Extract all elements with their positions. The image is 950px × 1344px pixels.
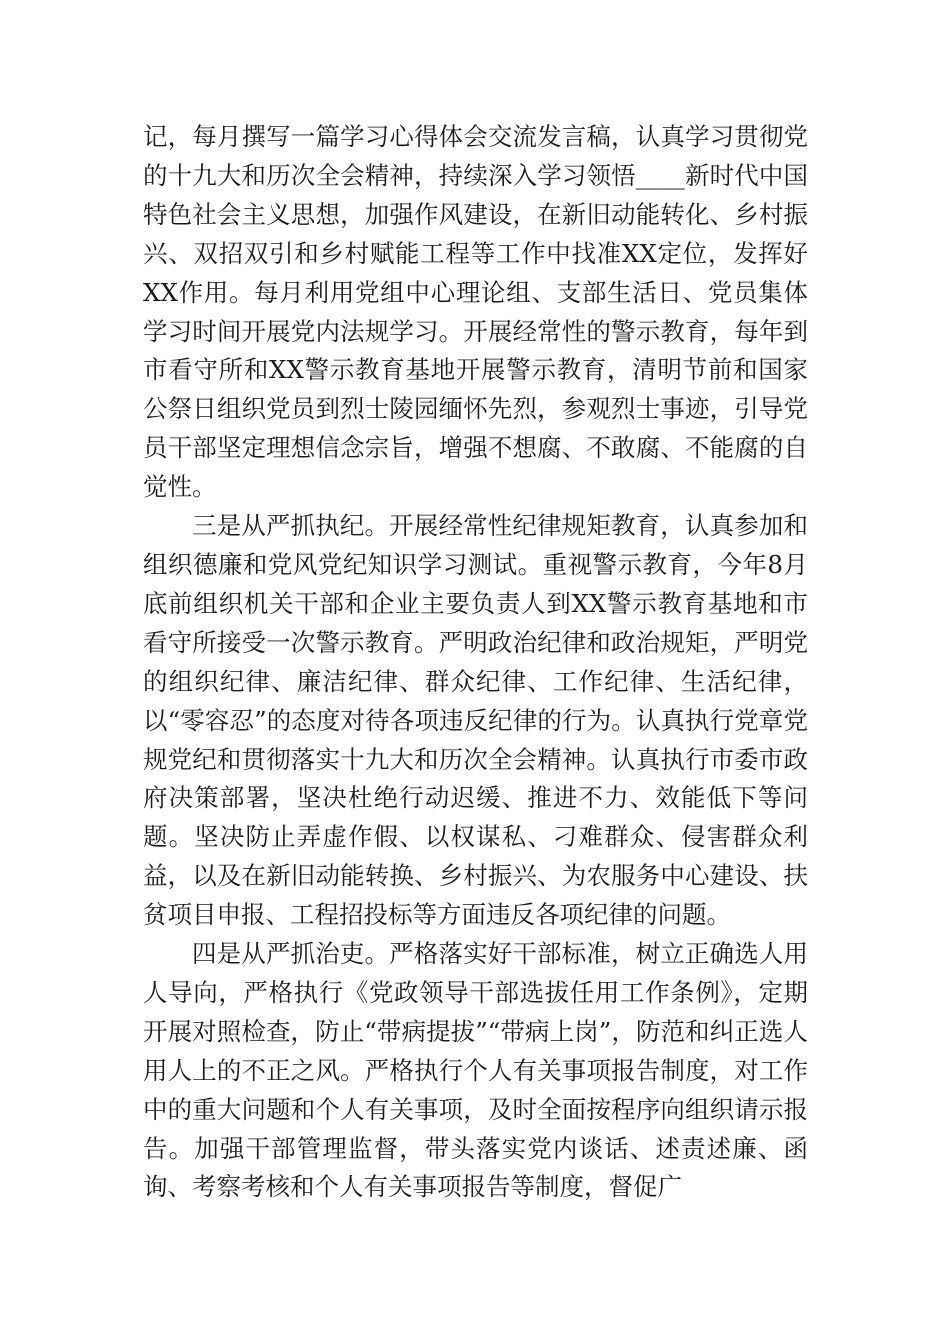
document-page (143, 118, 808, 1207)
body-paragraph-cadre-management: 四是从严抓治吏。严格落实好干部标准，树立正确选人用人导向，严格执行《党政领导干部选拔任用工作条例》，定期开展对照检查，防止“带病提拔”“带病上岗”，防范和纠正选人用人上的不正之风。严格执行个人有关事项报告制度，对工作中的重大问题和个人有关事项，及时全面按程序向组织请示报告。加强干部管理监督，带头落实党内谈话、述责述廉、函询、考察考核和个人有关事项报告等制度，督促广 (143, 939, 808, 1202)
body-paragraph-continued: 记，每月撰写一篇学习心得体会交流发言稿，认真学习贯彻党的十九大和历次全会精神，持续深入学习领悟____新时代中国特色社会主义思想，加强作风建设，在新旧动能转化、乡村振兴、双招双引和乡村赋能工程等工作中找准XX定位，发挥好XX作用。每月利用党组中心理论组、支部生活日、党员集体学习时间开展党内法规学习。开展经常性的警示教育，每年到市看守所和XX警示教育基地开展警示教育，清明节前和国家公祭日组织党员到烈士陵园缅怀先烈，参观烈士事迹，引导党员干部坚定理想信念宗旨，增强不想腐、不敢腐、不能腐的自觉性。 (143, 122, 808, 502)
body-paragraph-discipline: 三是从严抓执纪。开展经常性纪律规矩教育，认真参加和组织德廉和党风党纪知识学习测试。重视警示教育，今年8月底前组织机关干部和企业主要负责人到XX警示教育基地和市看守所接受一次警示教育。严明政治纪律和政治规矩，严明党的组织纪律、廉洁纪律、群众纪律、工作纪律、生活纪律，以“零容忍”的态度对待各项违反纪律的行为。认真执行党章党规党纪和贯彻落实十九大和历次全会精神。认真执行市委市政府决策部署，坚决杜绝行动迟缓、推进不力、效能低下等问题。坚决防止弄虚作假、以权谋私、刁难群众、侵害群众利益，以及在新旧动能转换、乡村振兴、为农服务中心建设、扶贫项目申报、工程招投标等方面违反各项纪律的问题。 (143, 511, 808, 930)
